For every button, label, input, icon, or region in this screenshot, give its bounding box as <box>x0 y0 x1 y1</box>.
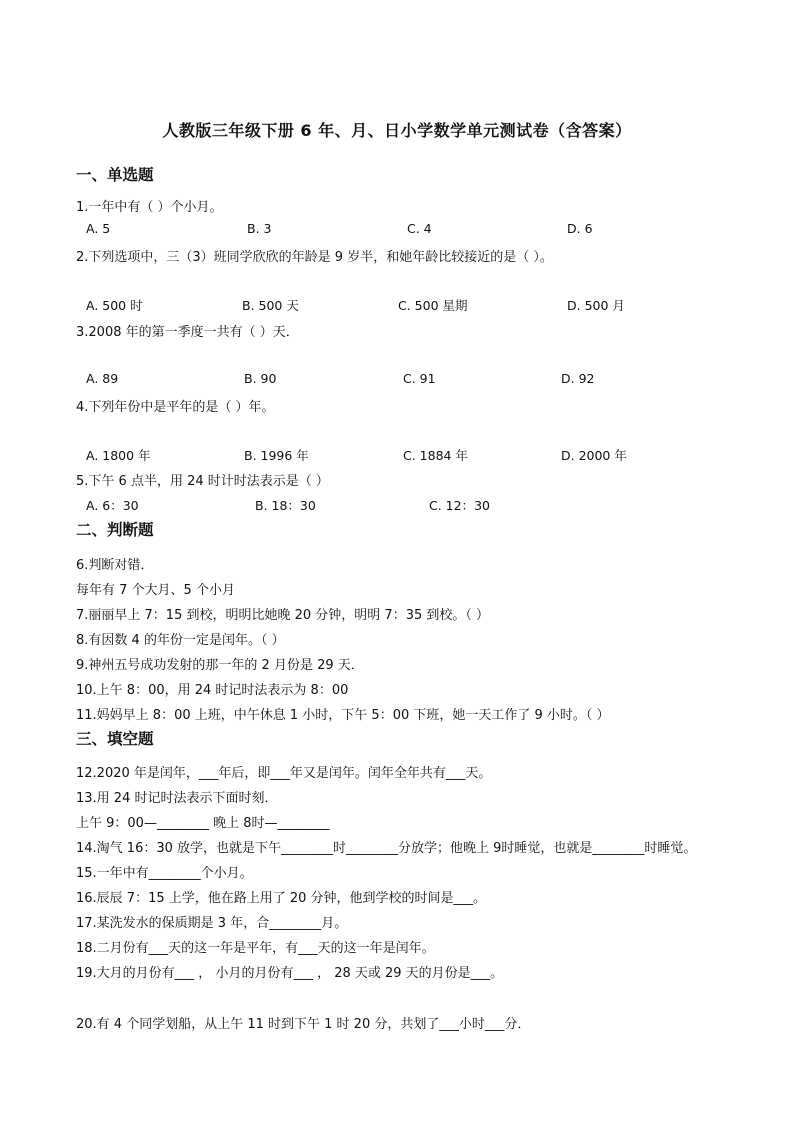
question-12: 12.2020 年是闰年，___年后，即___年又是闰年。闰年全年共有___天。 <box>76 766 492 781</box>
question-20: 20.有 4 个同学划船，从上午 11 时到下午 1 时 20 分，共划了___小时___分． <box>76 1017 531 1032</box>
q1-option-a: A. 5 <box>86 221 111 236</box>
section-heading-fill-blank: 三、填空题 <box>76 730 154 748</box>
question-17: 17.某洗发水的保质期是 3 年，合________月。 <box>76 916 348 931</box>
question-3: 3.2008 年的第一季度一共有（ ）天． <box>76 325 299 340</box>
question-10: 10.上午 8：00，用 24 时记时法表示为 8：00 <box>76 683 349 698</box>
question-2: 2.下列选项中，三（3）班同学欣欣的年龄是 9 岁半，和她年龄比较接近的是（ ）。 <box>76 250 553 265</box>
question-13: 13.用 24 时记时法表示下面时刻． <box>76 791 278 806</box>
q5-option-b: B. 18：30 <box>255 498 316 513</box>
q4-option-b: B. 1996 年 <box>244 448 309 463</box>
question-19: 19.大月的月份有___ ， 小月的月份有___ ， 28 天或 29 天的月份是___。 <box>76 966 504 981</box>
question-18: 18.二月份有___天的这一年是平年，有___天的这一年是闰年。 <box>76 941 435 956</box>
question-11: 11.妈妈早上 8：00 上班，中午休息 1 小时，下午 5：00 下班，她一天工作了 9 小时。（ ） <box>76 708 610 723</box>
question-6: 6.判断对错． <box>76 558 154 573</box>
page-title: 人教版三年级下册 6 年、月、日小学数学单元测试卷（含答案） <box>162 121 632 140</box>
q5-option-a: A. 6：30 <box>86 498 139 513</box>
q3-option-a: A. 89 <box>86 371 119 386</box>
q1-option-d: D. 6 <box>567 221 593 236</box>
q1-option-c: C. 4 <box>407 221 432 236</box>
question-4: 4.下列年份中是平年的是（ ）年。 <box>76 400 275 415</box>
q5-option-c: C. 12：30 <box>429 498 490 513</box>
q4-option-a: A. 1800 年 <box>86 448 151 463</box>
question-13-blanks: 上午 9：00—________ 晚上 8时—________ <box>76 816 330 831</box>
question-5: 5.下午 6 点半，用 24 时计时法表示是（ ） <box>76 474 329 489</box>
q2-option-a: A. 500 时 <box>86 298 143 313</box>
question-8: 8.有因数 4 的年份一定是闰年。（ ） <box>76 633 285 648</box>
q3-option-c: C. 91 <box>403 371 436 386</box>
question-1: 1.一年中有（ ）个小月。 <box>76 200 223 215</box>
q4-option-c: C. 1884 年 <box>403 448 468 463</box>
q3-option-d: D. 92 <box>561 371 595 386</box>
question-7: 7.丽丽早上 7：15 到校，明明比她晚 20 分钟，明明 7：35 到校。（ ） <box>76 608 489 623</box>
q2-option-c: C. 500 星期 <box>398 298 468 313</box>
section-heading-judgement: 二、判断题 <box>76 521 154 539</box>
q2-option-b: B. 500 天 <box>242 298 299 313</box>
q1-option-b: B. 3 <box>247 221 272 236</box>
question-14: 14.淘气 16：30 放学，也就是下午________时________分放学；他晚上 9时睡觉，也就是________时睡觉。 <box>76 841 697 856</box>
question-16: 16.辰辰 7：15 上学，他在路上用了 20 分钟，他到学校的时间是___。 <box>76 891 487 906</box>
question-9: 9.神州五号成功发射的那一年的 2 月份是 29 天． <box>76 658 364 673</box>
section-heading-single-choice: 一、单选题 <box>76 166 154 184</box>
q4-option-d: D. 2000 年 <box>561 448 627 463</box>
q3-option-b: B. 90 <box>244 371 277 386</box>
question-6-statement: 每年有 7 个大月、5 个小月 <box>76 583 235 598</box>
question-15: 15.一年中有________个小月。 <box>76 866 253 881</box>
q2-option-d: D. 500 月 <box>567 298 625 313</box>
